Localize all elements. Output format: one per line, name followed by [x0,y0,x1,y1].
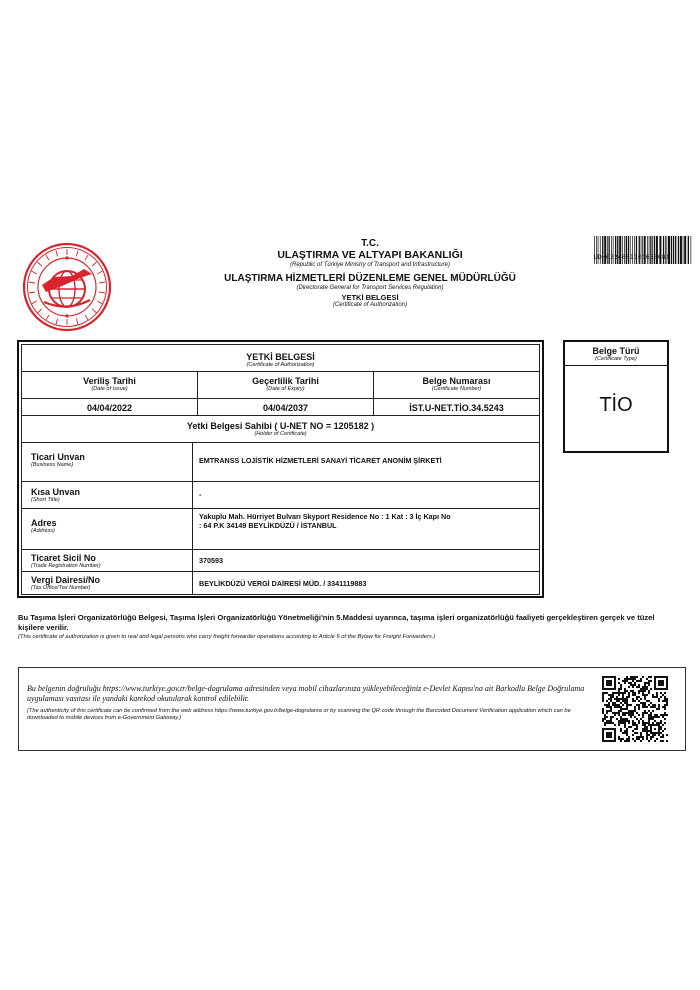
expiry-date-label: Geçerlilik Tarihi [252,376,319,386]
qr-code-icon [602,676,668,742]
certificate-title-row [21,344,540,372]
holder-label: Yetki Belgesi Sahibi ( U-NET NO = 1205182 ) [186,421,375,431]
tax-office-label: Vergi Dairesi/No [31,575,101,585]
address-value: Yakuplu Mah. Hürriyet Bulvarı Skyport Residence No : 1 Kat : 3 İç Kapı No : 64 P.K 34149 BEYLİKDÜZÜ / İSTANBUL [199,512,451,530]
barcode-number: UDH0324051101650681 [594,254,670,261]
business-name-row [21,442,540,482]
trade-registration-value: 370593 [199,556,223,565]
certificate-table [17,340,544,598]
issue-date-label: Veriliş Tarihi [83,376,136,386]
tax-office-value: BEYLİKDÜZÜ VERGİ DAİRESİ MÜD. / 3341119883 [199,579,367,588]
business-name-value: EMTRANSS LOJİSTİK HİZMETLERİ SANAYİ TİCARET ANONİM ŞİRKETİ [199,456,442,465]
certificate-number-label-en: (Certificate Number) [431,386,482,392]
tax-office-row [21,571,540,595]
certificate-number-value: İST.U-NET.TİO.34.5243 [409,403,504,413]
expiry-date-label-en: (Date of Expiry) [266,386,305,392]
address-row [21,508,540,550]
certificate-number-label: Belge Numarası [422,376,491,386]
address-label-en: (Address) [31,528,55,534]
description-en: (This certificate of authorization is given to real and legal persons who carry freight forwarder operations according to Article 5 of the Bylaw for Freight Forwarders.) [18,634,436,640]
short-title-label-en: (Short Title) [31,497,60,503]
issue-date-value: 04/04/2022 [22,399,198,415]
verification-text-en: (The authenticity of this certificate can be confirmed from the web address https://www.turkiye.gov.tr/belge-dogrulama or by scanning the QR code through the Barcoded Document Verification application which can be downloaded to mobile devices from e-Government Gateway.) [27,708,571,721]
verification-text-tr: Bu belgenin doğruluğu https://www.turkiye.gov.tr/belge-dogrulama adresinden veya mobil cihazlarınıza yükleyebileceğiniz e-Devlet Kapısı'na ait Barkodlu Belge Doğrulama uygulaması vasıtası ile yandaki karekod okutularak kontrol edilebilir. [27,684,585,703]
header-ministry-en: (Republic of Türkiye Ministry of Transport and Infrastructure) [290,262,450,268]
certificate-description [18,613,678,641]
header-doc-type-en: (Certificate of Authorization) [332,302,408,308]
verification-box [18,667,686,751]
issue-date-label-en: (Date of Issue) [91,386,128,392]
description-tr: Bu Taşıma İşleri Organizatörlüğü Belgesi, Taşıma İşleri Organizatörlüğü Yönetmeliği'nin 5.Maddesi uyarınca, taşıma işleri organizatörlüğü faaliyeti gerçekleştiren gerçek ve tüzel kişilere verilir. [18,613,655,632]
tax-office-label-en: (Tax Office/Tax Number) [31,585,91,591]
header-doc-type: YETKİ BELGESİ [341,293,399,302]
certificate-title-en: (Certificate of Authorization) [246,362,315,368]
ministry-seal-icon [22,242,112,332]
business-name-label-en: (Business Name) [31,462,74,468]
address-label: Adres [31,518,57,528]
header-directorate: ULAŞTIRMA HİZMETLERİ DÜZENLEME GENEL MÜDÜRLÜĞÜ [224,273,516,284]
certificate-type-label: Belge Türü [592,346,640,356]
certificate-type-value: TİO [599,394,633,416]
dates-header-row [21,371,540,399]
trade-registration-row [21,549,540,572]
holder-row [21,415,540,443]
business-name-label: Ticari Unvan [31,452,85,462]
header-ministry: ULAŞTIRMA VE ALTYAPI BAKANLIĞI [277,249,463,261]
trade-registration-label-en: (Trade Registration Number) [31,563,101,569]
short-title-label: Kısa Unvan [31,487,81,497]
dates-value-row [21,398,540,416]
certificate-title: YETKİ BELGESİ [246,352,315,362]
short-title-row [21,481,540,509]
short-title-value: - [199,490,202,499]
certificate-type-box [563,340,669,453]
header-directorate-en: (Directorate General for Transport Services Regulation) [296,285,444,291]
document-header [140,238,600,309]
header-country: T.C. [361,238,379,249]
expiry-date-value: 04/04/2037 [198,399,374,415]
holder-label-en: (Holder of Certificate) [254,431,307,437]
certificate-type-label-en: (Certificate Type) [595,356,637,362]
trade-registration-label: Ticaret Sicil No [31,553,96,563]
